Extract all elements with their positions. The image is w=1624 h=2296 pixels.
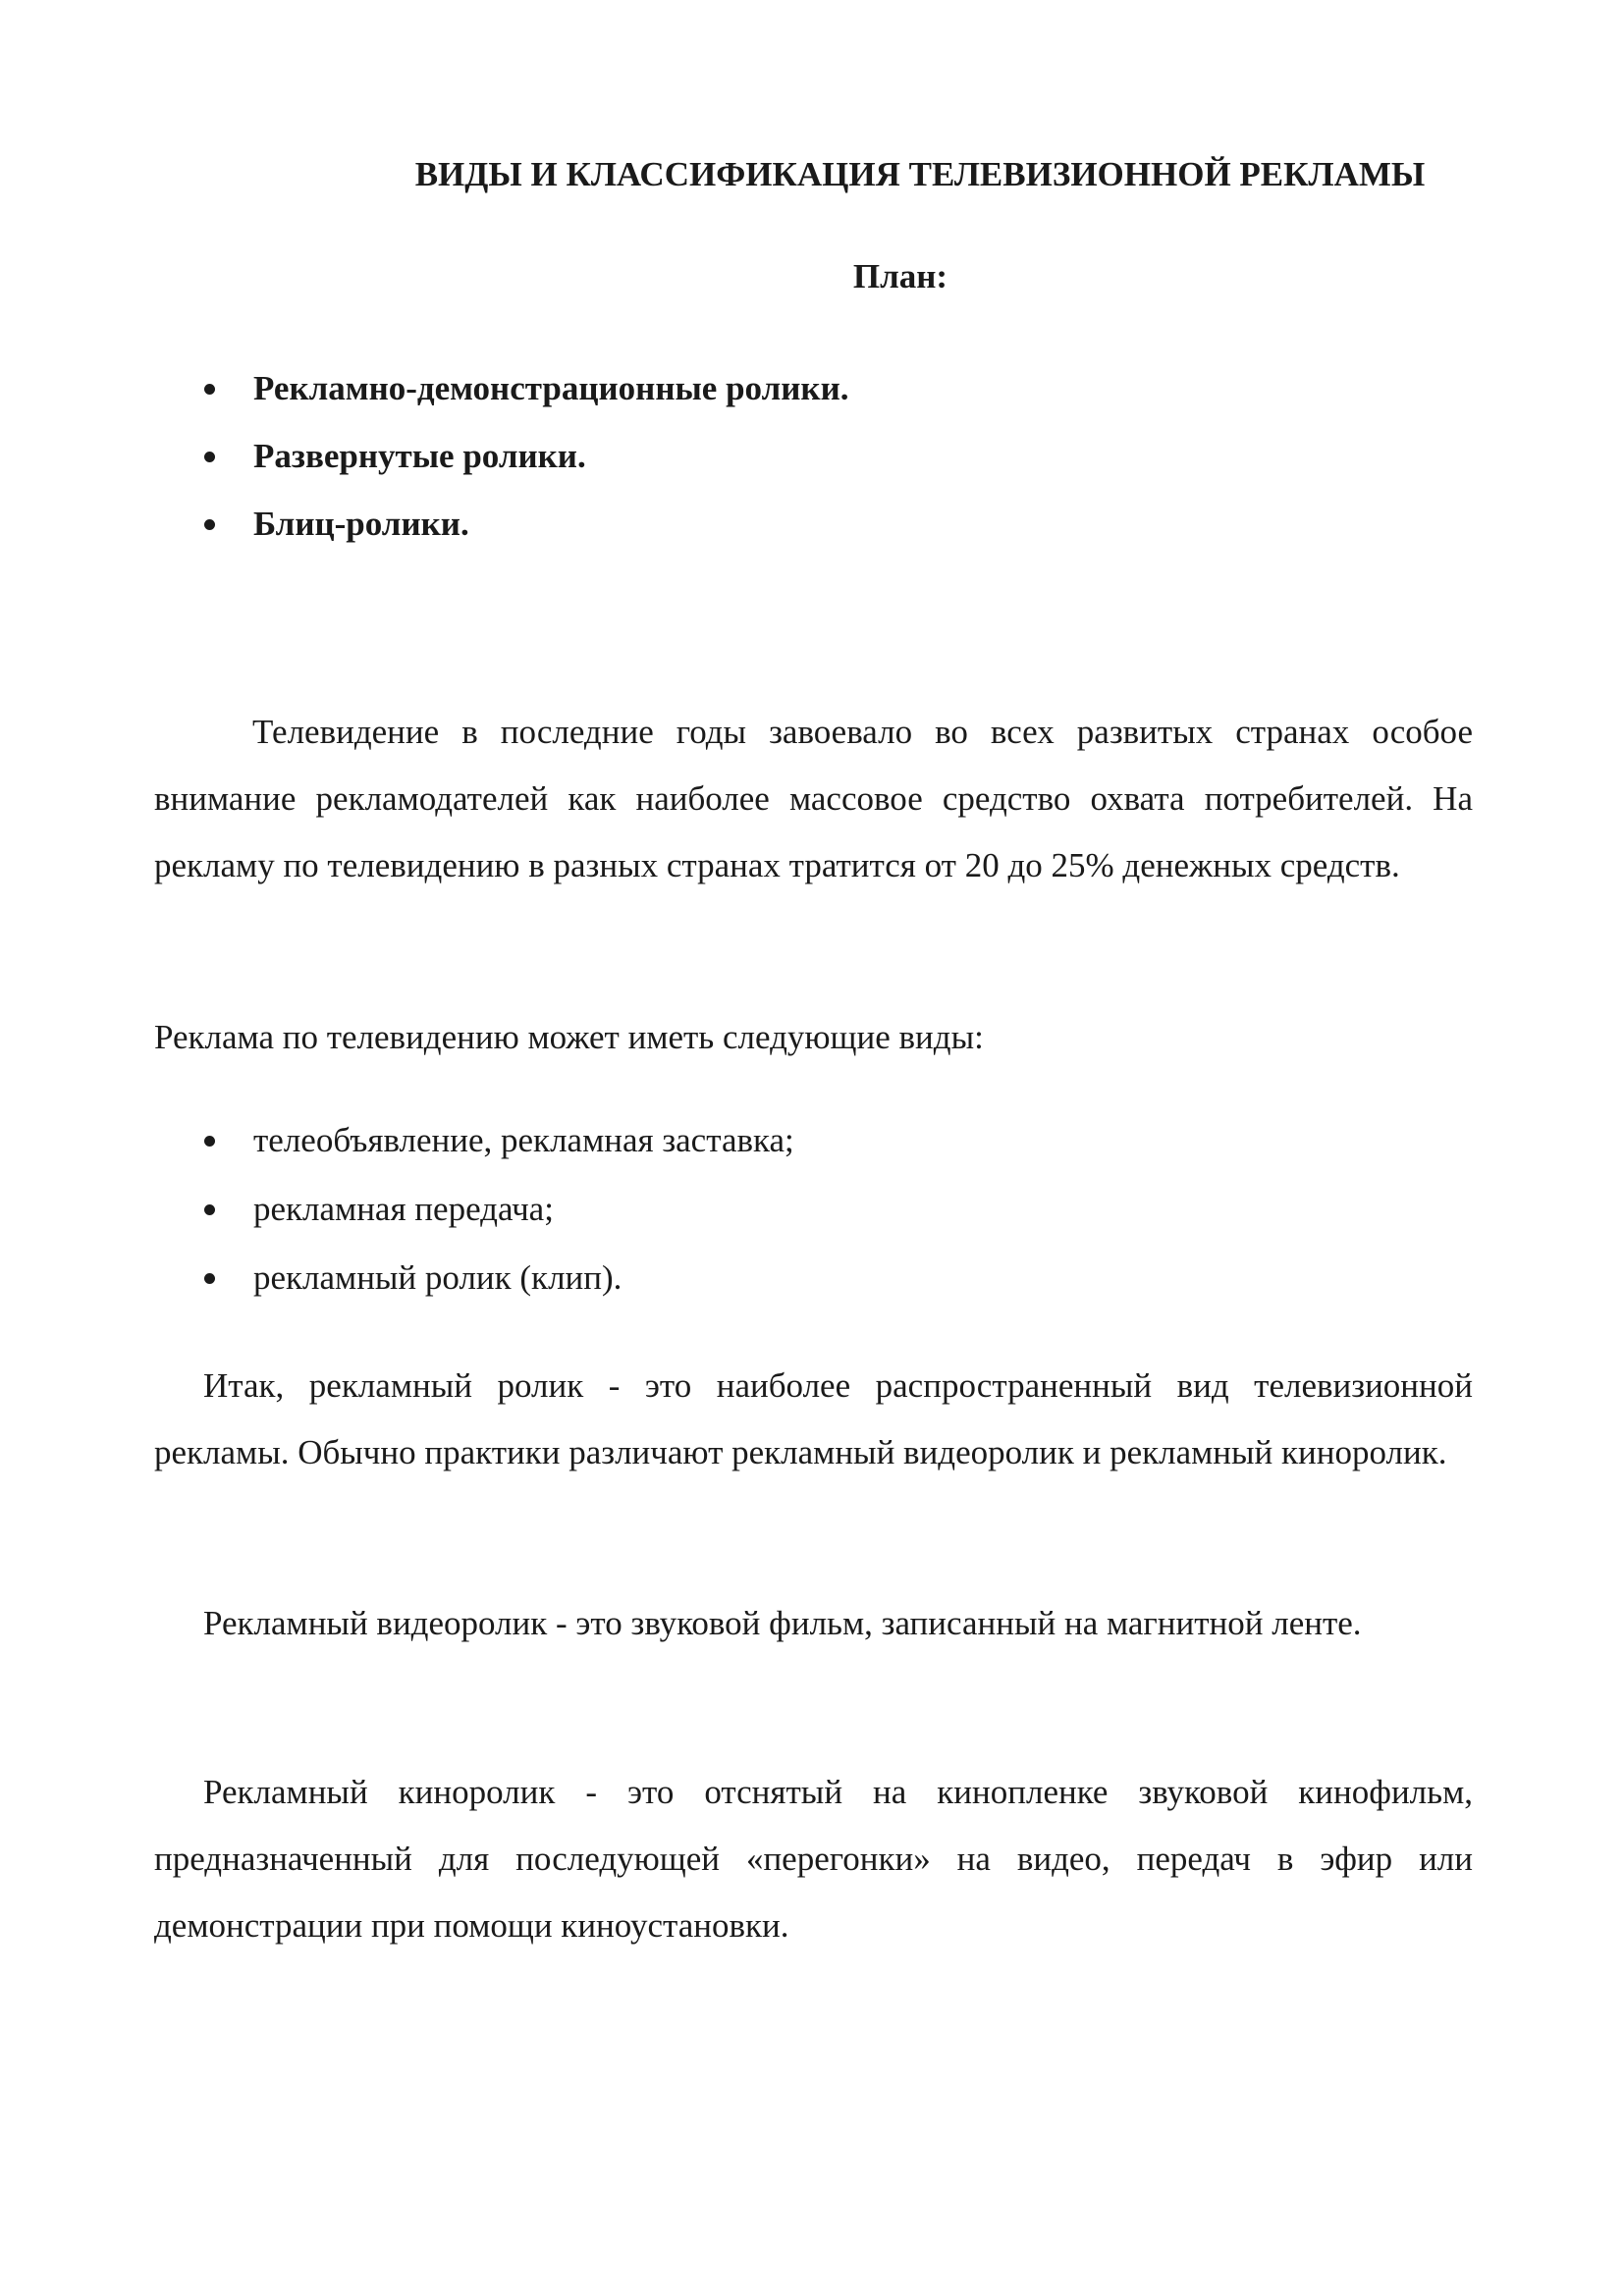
plan-list-item bbox=[0, 369, 848, 408]
plan-item-text: Блиц-ролики. bbox=[253, 505, 469, 543]
types-list bbox=[0, 1121, 794, 1327]
types-item-text: рекламная передача; bbox=[253, 1190, 554, 1228]
plan-item-text: Развернутые ролики. bbox=[253, 437, 586, 475]
paragraph-film-clip: Рекламный киноролик - это отснятый на кинопленке звуковой кинофильм, предназначенный для последующей «перегонки» на видео, передач в эфир или демонстрации при помощи киноустановки. bbox=[154, 1773, 1473, 1945]
plan-heading: План: bbox=[852, 257, 948, 295]
paragraph-video-clip: Рекламный видеоролик - это звуковой фильм, записанный на магнитной ленте. bbox=[203, 1604, 1362, 1642]
paragraph-intro: Телевидение в последние годы завоевало во всех развитых странах особое внимание рекламодателей как наиболее массовое средство охвата потребителей. На рекламу по телевидению в разных странах тратится от 20 до 25% денежных средств. bbox=[154, 713, 1473, 884]
bullet-icon bbox=[204, 452, 215, 462]
paragraph-types-lead: Реклама по телевидению может иметь следующие виды: bbox=[154, 1018, 984, 1056]
types-list-item bbox=[0, 1121, 794, 1160]
types-item-text: телеобъявление, рекламная заставка; bbox=[253, 1121, 794, 1159]
plan-list bbox=[0, 369, 848, 572]
types-list-item bbox=[0, 1190, 794, 1229]
types-item-text: рекламный ролик (клип). bbox=[253, 1258, 623, 1297]
paragraph-clip: Итак, рекламный ролик - это наиболее распространенный вид телевизионной рекламы. Обычно практики различают рекламный видеоролик и рекламный киноролик. bbox=[154, 1366, 1473, 1471]
plan-list-item bbox=[0, 505, 848, 544]
document-title: ВИДЫ И КЛАССИФИКАЦИЯ ТЕЛЕВИЗИОННОЙ РЕКЛАМЫ bbox=[414, 155, 1426, 193]
plan-item-text: Рекламно-демонстрационные ролики. bbox=[253, 369, 849, 407]
bullet-icon bbox=[204, 1273, 215, 1284]
plan-list-item bbox=[0, 437, 848, 476]
bullet-icon bbox=[204, 519, 215, 530]
bullet-icon bbox=[204, 1204, 215, 1215]
bullet-icon bbox=[204, 384, 215, 395]
types-list-item bbox=[0, 1258, 794, 1298]
bullet-icon bbox=[204, 1136, 215, 1147]
